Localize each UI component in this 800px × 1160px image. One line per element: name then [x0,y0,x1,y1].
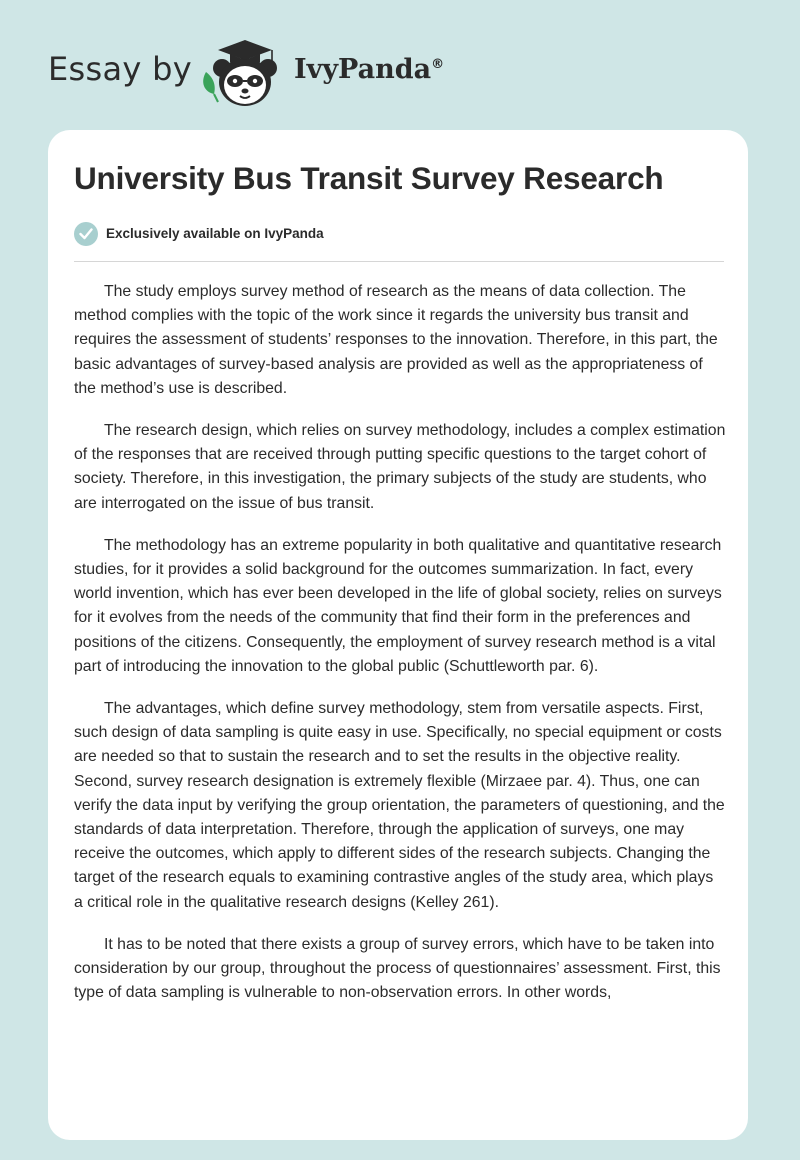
article-paragraph: It has to be noted that there exists a group of survey errors, which have to be taken into consideration by our group, throughout the process of questionnaires’ assessment. First, this type of data sampling is vulnerable to non-observation errors. In other words, [74,935,721,1002]
checkmark-icon [74,222,98,246]
article-paragraph: The research design, which relies on survey methodology, includes a complex estimation of the responses that are received through putting specific questions to the target cohort of society. Therefore, in this investigation, the primary subjects of the study are students, who are interrogated on the issue of bus transit. [74,422,726,512]
panda-graduate-logo-icon[interactable] [200,32,290,112]
exclusive-badge-label: Exclusively available on IvyPanda [106,226,324,241]
title-divider [74,261,724,262]
brand-prefix: Essay by [48,50,192,88]
site-header [48,32,508,112]
article-card [48,130,748,1140]
article-paragraph: The methodology has an extreme popularity in both qualitative and quantitative research studies, for it provides a solid background for the outcomes summarization. In fact, every world invention, which has ever been developed in the life of global society, relies on surveys for it evolves from the needs of the community that find their form in the preferences and positions of the citizens. Consequently, the employment of survey research method is a vital part of introducing the innovation to the global public (Schuttleworth par. 6). [74,536,722,675]
article-title: University Bus Transit Survey Research [74,160,664,196]
article-paragraph: The study employs survey method of research as the means of data collection. The method complies with the topic of the work since it regards the university bus transit and requires the assessment of students’ responses to the innovation. Therefore, in this part, the basic advantages of survey-based analysis are provided as well as the appropriateness of the method’s use is described. [74,283,718,397]
registered-mark: ® [431,57,445,72]
article-paragraph: The advantages, which define survey methodology, stem from versatile aspects. First, such design of data sampling is quite easy in use. Specifically, no special equipment or costs are needed so that to sustain the research and to set the results in the objective reality. Second, survey research designation is extremely flexible (Mirzaee par. 4). Thus, one can verify the data input by verifying the group orientation, the parameters of questioning, and the standards of data interpretation. Therefore, through the application of surveys, one may receive the outcomes, which apply to different sides of the research subjects. Changing the target of the research equals to examining contrastive angles of the study area, which plays a critical role in the qualitative research designs (Kelley 261). [74,700,725,911]
brand-name[interactable]: IvyPanda® [294,54,445,85]
article-body [74,280,726,1023]
